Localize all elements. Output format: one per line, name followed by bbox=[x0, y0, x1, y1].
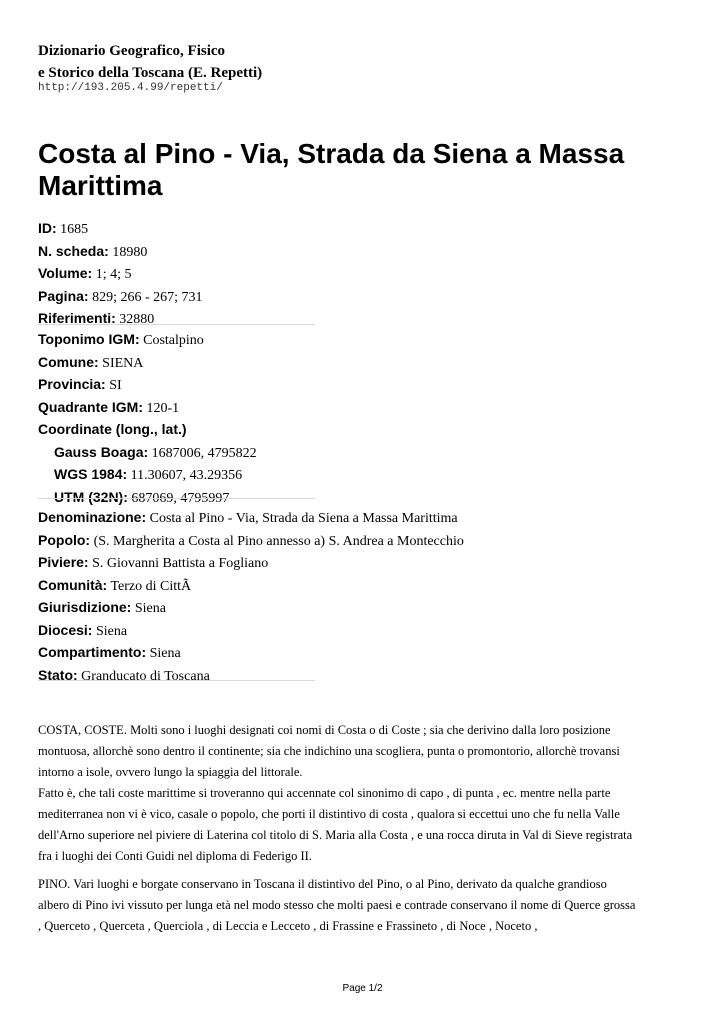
text-line: intorno a isole, ovvero lungo la spiaggia del littorale. bbox=[38, 765, 303, 779]
field-value: SIENA bbox=[102, 355, 144, 371]
field-denominazione bbox=[38, 507, 678, 530]
field-piviere bbox=[38, 552, 678, 575]
field-value: 32880 bbox=[119, 312, 155, 327]
field-label: Pagina: bbox=[38, 287, 89, 304]
field-coordinate bbox=[38, 419, 678, 442]
field-value: 120-1 bbox=[146, 400, 180, 416]
field-stato bbox=[38, 665, 678, 688]
header-url: http://193.205.4.99/repetti/ bbox=[38, 82, 223, 94]
field-label: Compartimento: bbox=[38, 644, 147, 660]
record-section bbox=[38, 218, 678, 331]
geo-section bbox=[38, 329, 678, 509]
field-value: 687069, 4795997 bbox=[131, 490, 230, 506]
text-line: , Querceto , Querceta , Querciola , di Leccia e Lecceto , di Frassine e Frassineto , di Noce , Noceto , bbox=[38, 919, 538, 933]
field-value: Terzo di CittÃ bbox=[110, 578, 192, 594]
field-value: Siena bbox=[149, 646, 181, 661]
separator bbox=[38, 498, 315, 499]
field-label: Piviere: bbox=[38, 554, 89, 570]
field-value: 1; 4; 5 bbox=[95, 267, 132, 282]
field-value: 11.30607, 43.29356 bbox=[130, 468, 243, 483]
field-value: SI bbox=[109, 378, 122, 393]
field-label: Popolo: bbox=[38, 531, 91, 548]
coordinate-heading: Coordinate (long., lat.) bbox=[38, 421, 187, 437]
admin-section bbox=[38, 507, 678, 687]
separator bbox=[38, 680, 315, 681]
document-header bbox=[38, 40, 262, 84]
field-giurisdizione bbox=[38, 597, 678, 620]
text-line: COSTA, COSTE. Molti sono i luoghi designati coi nomi di Costa o di Coste ; sia che derivino dalla loro posizione bbox=[38, 723, 611, 737]
field-label: WGS 1984: bbox=[54, 466, 128, 482]
page-number: Page 1/2 bbox=[342, 983, 383, 994]
field-label: Riferimenti: bbox=[38, 310, 116, 326]
field-provincia bbox=[38, 374, 678, 397]
field-volume bbox=[38, 263, 678, 286]
body-paragraph-costa bbox=[38, 720, 688, 867]
field-comunita bbox=[38, 575, 678, 598]
field-label: N. scheda: bbox=[38, 242, 109, 259]
field-diocesi bbox=[38, 620, 678, 643]
field-value: S. Giovanni Battista a Fogliano bbox=[92, 556, 269, 571]
field-pagina bbox=[38, 286, 678, 309]
text-line: montuosa, allorchè sono dentro il continente; sia che indichino una scogliera, punta o promontorio, allorchè trovansi bbox=[38, 744, 620, 758]
field-value: Siena bbox=[134, 601, 166, 616]
field-gauss-boaga bbox=[38, 442, 678, 465]
field-value: (S. Margherita a Costa al Pino annesso a) S. Andrea a Montecchio bbox=[93, 533, 464, 549]
page-title: Costa al Pino - Via, Strada da Siena a Massa Marittima bbox=[38, 138, 625, 201]
field-label: Toponimo IGM: bbox=[38, 331, 140, 347]
separator bbox=[38, 324, 315, 325]
field-label: Diocesi: bbox=[38, 621, 93, 638]
header-title-line1: Dizionario Geografico, Fisico bbox=[38, 43, 226, 59]
field-label: Comunità: bbox=[38, 576, 108, 593]
field-toponimo bbox=[38, 329, 678, 352]
field-label: Quadrante IGM: bbox=[38, 398, 144, 415]
text-line: fra i luoghi dei Conti Guidi nel diploma di Federigo II. bbox=[38, 849, 312, 863]
field-comune bbox=[38, 352, 678, 375]
field-label: UTM (32N): bbox=[54, 488, 128, 505]
field-label: Comune: bbox=[38, 353, 99, 370]
field-scheda bbox=[38, 241, 678, 264]
header-title-line2: e Storico della Toscana (E. Repetti) bbox=[38, 65, 263, 81]
field-value: 1685 bbox=[60, 222, 89, 237]
field-value: 829; 266 - 267; 731 bbox=[92, 289, 203, 305]
field-value: Costalpino bbox=[143, 333, 204, 348]
field-label: Volume: bbox=[38, 265, 93, 281]
field-label: Gauss Boaga: bbox=[54, 443, 149, 460]
field-label: ID: bbox=[38, 220, 57, 236]
field-value: Granducato di Toscana bbox=[81, 668, 210, 684]
field-value: Costa al Pino - Via, Strada da Siena a Massa Marittima bbox=[149, 511, 458, 526]
field-compartimento bbox=[38, 642, 678, 665]
body-paragraph-pino bbox=[38, 874, 688, 937]
text-line: Fatto è, che tali coste marittime si troveranno qui accennate col sinonimo di capo , di punta , ec. mentre nella parte bbox=[38, 786, 611, 800]
field-label: Giurisdizione: bbox=[38, 599, 132, 615]
field-value: Siena bbox=[95, 623, 128, 639]
field-value: 1687006, 4795822 bbox=[151, 445, 257, 461]
field-quadrante bbox=[38, 397, 678, 420]
field-wgs1984 bbox=[38, 464, 678, 487]
text-line: mediterranea non vi è vico, casale o popolo, che porti il distintivo di costa , qualora si eccettui uno che fu nella Valle bbox=[38, 807, 620, 821]
field-label: Stato: bbox=[38, 666, 78, 683]
field-id bbox=[38, 218, 678, 241]
text-line: PINO. Vari luoghi e borgate conservano in Toscana il distintivo del Pino, o al Pino, derivato da qualche grandioso bbox=[38, 877, 607, 891]
field-popolo bbox=[38, 530, 678, 553]
text-line: albero di Pino ivi vissuto per lunga età nel modo stesso che molti paesi e contrade conservano il nome di Querce grossa bbox=[38, 898, 636, 912]
field-value: 18980 bbox=[112, 244, 148, 260]
text-line: dell'Arno superiore nel piviere di Laterina col titolo di S. Maria alla Costa , e una rocca diruta in Val di Sieve registrata bbox=[38, 828, 633, 842]
field-riferimenti bbox=[38, 308, 678, 331]
field-label: Provincia: bbox=[38, 376, 106, 392]
field-label: Denominazione: bbox=[38, 509, 147, 525]
